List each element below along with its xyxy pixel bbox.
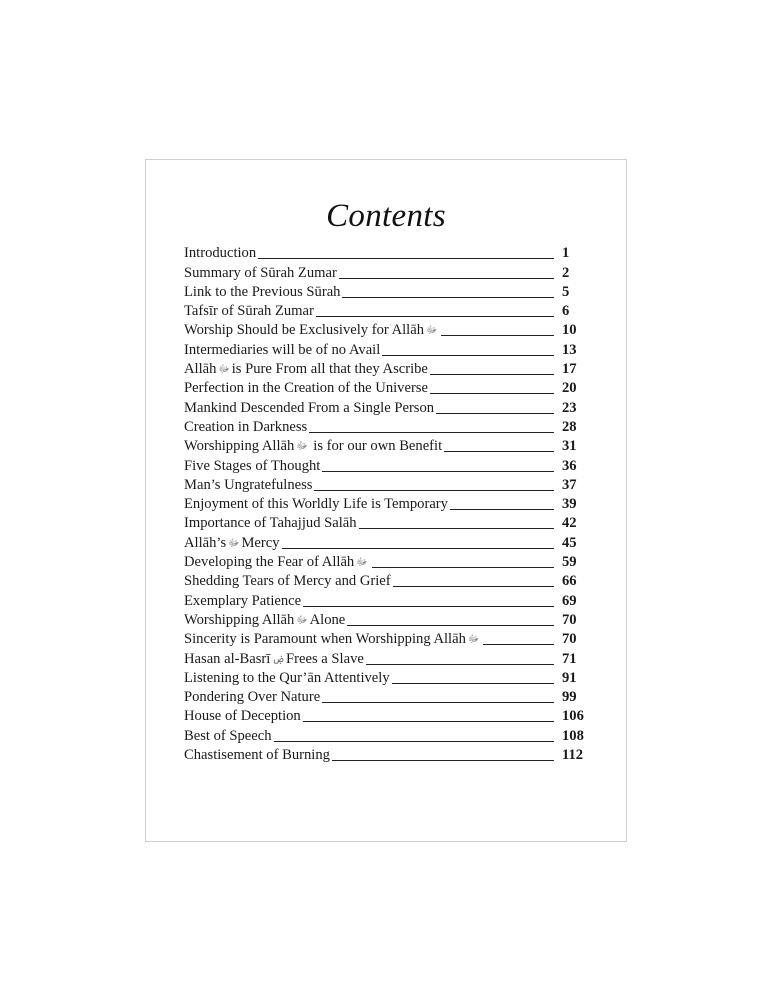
toc-entry-page: 112: [562, 747, 584, 764]
toc-entry[interactable]: [184, 397, 594, 416]
toc-entry[interactable]: [184, 475, 594, 494]
toc-entry-title-text-after: is for our own Benefit: [313, 438, 443, 455]
toc-entry-page: 31: [562, 438, 577, 455]
toc-entry-title: Intermediaries will be of no Avail: [184, 341, 381, 358]
contents-title: Contents: [326, 198, 446, 234]
honorific-glyph-icon: ﷻ: [296, 614, 308, 626]
toc-leader-line: [322, 471, 554, 472]
toc-leader-line: [372, 567, 554, 568]
toc-entry[interactable]: [184, 745, 594, 764]
toc-leader-line: [347, 625, 554, 626]
toc-entry-title: Man’s Ungratefulness: [184, 476, 313, 493]
toc-entry-title-text: Sincerity is Paramount when Worshipping Allāh: [184, 631, 466, 648]
toc-entry-title: [184, 322, 439, 339]
toc-entry[interactable]: [184, 262, 594, 281]
honorific-glyph-icon: ﷻ: [426, 325, 438, 337]
toc-entry-title-text: Worshipping Allāh: [184, 438, 295, 455]
toc-entry-page: 91: [562, 669, 577, 686]
toc-leader-line: [382, 355, 554, 356]
toc-entry-page: 71: [562, 650, 577, 667]
toc-leader-line: [303, 606, 554, 607]
toc-entry-page: 13: [562, 341, 577, 358]
toc-entry-title: [184, 612, 345, 629]
toc-entry-title: Enjoyment of this Worldly Life is Temporary: [184, 496, 448, 513]
toc-leader-line: [359, 528, 554, 529]
toc-entry[interactable]: [184, 725, 594, 744]
toc-entry-title-text: Hasan al-Basrī: [184, 650, 271, 667]
toc-entry[interactable]: [184, 706, 594, 725]
toc-leader-line: [258, 258, 554, 259]
toc-entry-page: 17: [562, 361, 577, 378]
toc-leader-line: [332, 760, 554, 761]
toc-entry[interactable]: [184, 359, 594, 378]
toc-entry-title: Creation in Darkness: [184, 418, 308, 435]
toc-leader-line: [314, 490, 554, 491]
toc-entry-title: [184, 554, 370, 571]
toc-entry-title: Listening to the Qur’ān Attentively: [184, 669, 390, 686]
toc-entry[interactable]: [184, 571, 594, 590]
toc-entry-page: 70: [562, 611, 577, 628]
toc-entry-page: 6: [562, 303, 570, 320]
toc-entry-page: 36: [562, 457, 577, 474]
honorific-glyph-icon: ﷻ: [218, 364, 230, 376]
toc-entry-title-text-after: Alone: [309, 611, 346, 628]
toc-leader-line: [282, 548, 554, 549]
toc-entry[interactable]: [184, 532, 594, 551]
toc-leader-line: [436, 413, 554, 414]
toc-entry[interactable]: [184, 339, 594, 358]
toc-entry-title-text-after: Mercy: [241, 534, 280, 551]
toc-entry[interactable]: [184, 301, 594, 320]
toc-entry-page: 59: [562, 554, 577, 571]
toc-entry[interactable]: [184, 668, 594, 687]
toc-entry-title: [184, 651, 364, 668]
toc-leader-line: [450, 509, 554, 510]
toc-entry-page: 10: [562, 322, 577, 339]
page-frame: [145, 159, 627, 842]
toc-leader-line: [339, 278, 554, 279]
toc-leader-line: [430, 393, 554, 394]
toc-entry[interactable]: [184, 243, 594, 262]
honorific-glyph-icon: ﷻ: [228, 537, 240, 549]
toc-entry-page: 20: [562, 380, 577, 397]
toc-leader-line: [366, 664, 554, 665]
toc-entry[interactable]: [184, 590, 594, 609]
toc-entry-title: Chastisement of Burning: [184, 747, 330, 764]
toc-leader-line: [303, 721, 554, 722]
table-of-contents: [184, 243, 594, 764]
toc-entry-title-text: Developing the Fear of Allāh: [184, 554, 355, 571]
toc-leader-line: [316, 316, 554, 317]
toc-leader-line: [393, 586, 554, 587]
toc-entry-title: Exemplary Patience: [184, 592, 302, 609]
toc-entry-title: [184, 535, 280, 552]
toc-entry-title: Mankind Descended From a Single Person: [184, 399, 435, 416]
toc-entry-title: Five Stages of Thought: [184, 457, 321, 474]
toc-entry-title: Link to the Previous Sūrah: [184, 283, 341, 300]
toc-entry-page: 37: [562, 476, 577, 493]
toc-entry-title: Pondering Over Nature: [184, 689, 321, 706]
honorific-glyph-icon: ﷻ: [356, 557, 368, 569]
toc-entry-title-text-after: Frees a Slave: [286, 650, 364, 667]
toc-entry-title: Best of Speech: [184, 727, 272, 744]
toc-entry[interactable]: [184, 610, 594, 629]
toc-entry-page: 5: [562, 283, 570, 300]
toc-entry-page: 70: [562, 631, 577, 648]
toc-entry[interactable]: [184, 629, 594, 648]
toc-entry-title: Shedding Tears of Mercy and Grief: [184, 573, 391, 590]
honorific-glyph-icon: ﷻ: [467, 634, 480, 646]
honorific-glyph-icon: ﷻ: [296, 441, 308, 453]
toc-entry-title: Perfection in the Creation of the Universe: [184, 380, 428, 397]
toc-entry[interactable]: [184, 552, 594, 571]
toc-leader-line: [430, 374, 554, 375]
toc-entry-title-text-after: is Pure From all that they Ascribe: [231, 361, 428, 378]
toc-entry[interactable]: [184, 648, 594, 667]
toc-entry[interactable]: [184, 436, 594, 455]
toc-entry-title-text: Allāh’s: [184, 534, 227, 551]
toc-entry-title: [184, 361, 428, 378]
toc-leader-line: [322, 702, 554, 703]
toc-entry[interactable]: [184, 282, 594, 301]
toc-entry-title-text: Allāh: [184, 361, 217, 378]
toc-entry[interactable]: [184, 687, 594, 706]
toc-leader-line: [274, 741, 554, 742]
toc-leader-line: [483, 644, 554, 645]
toc-entry-page: 28: [562, 418, 577, 435]
toc-leader-line: [309, 432, 554, 433]
toc-entry-page: 2: [562, 264, 570, 281]
toc-entry[interactable]: [184, 513, 594, 532]
toc-entry[interactable]: [184, 320, 594, 339]
toc-entry-page: 1: [562, 245, 570, 262]
toc-entry[interactable]: [184, 417, 594, 436]
toc-entry-page: 42: [562, 515, 577, 532]
toc-entry-page: 66: [562, 573, 577, 590]
toc-leader-line: [392, 683, 554, 684]
toc-entry-title-text: Worshipping Allāh: [184, 611, 295, 628]
honorific-glyph-icon: ۻ: [272, 653, 285, 665]
toc-entry-title: Importance of Tahajjud Salāh: [184, 515, 357, 532]
toc-entry-title: [184, 631, 481, 648]
toc-entry-page: 45: [562, 534, 577, 551]
toc-leader-line: [444, 451, 554, 452]
toc-entry[interactable]: [184, 378, 594, 397]
toc-entry-title: [184, 438, 442, 455]
toc-entry-title: House of Deception: [184, 708, 301, 725]
toc-entry-page: 39: [562, 496, 577, 513]
toc-entry-title-text: Worship Should be Exclusively for Allāh: [184, 322, 424, 339]
toc-entry[interactable]: [184, 494, 594, 513]
toc-entry-page: 106: [562, 708, 584, 725]
toc-entry-title: Introduction: [184, 245, 257, 262]
toc-entry-page: 69: [562, 592, 577, 609]
toc-entry-page: 23: [562, 399, 577, 416]
toc-leader-line: [342, 297, 554, 298]
toc-entry-page: 99: [562, 689, 577, 706]
toc-entry-title: Summary of Sūrah Zumar: [184, 264, 337, 281]
toc-leader-line: [441, 335, 554, 336]
toc-entry[interactable]: [184, 455, 594, 474]
toc-entry-page: 108: [562, 727, 584, 744]
toc-entry-title: Tafsīr of Sūrah Zumar: [184, 303, 314, 320]
